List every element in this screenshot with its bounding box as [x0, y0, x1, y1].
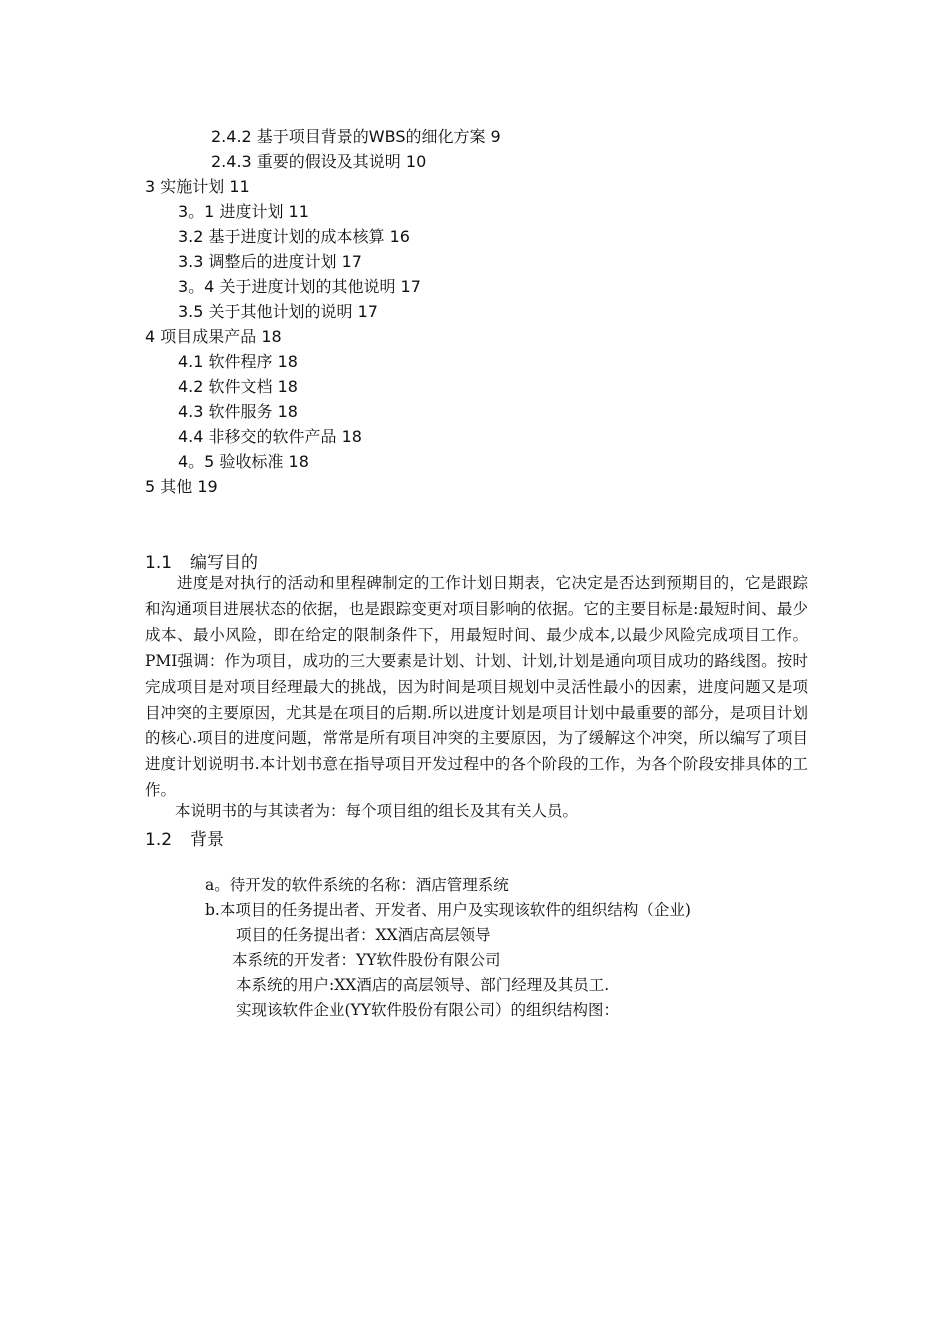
toc-entry[interactable]: 4.4 非移交的软件产品 18 [178, 427, 362, 446]
task-proposer: 项目的任务提出者：XX酒店高层领导 [236, 926, 491, 944]
developer: 本系统的开发者：YY软件股份有限公司 [232, 951, 501, 969]
toc-entry[interactable]: 3 实施计划 11 [145, 177, 250, 196]
toc-entry[interactable]: 3.3 调整后的进度计划 17 [178, 252, 362, 271]
section-heading-1-2 [145, 825, 224, 850]
toc-entry[interactable]: 3。1 进度计划 11 [178, 202, 309, 221]
toc-entry[interactable]: 4。5 验收标准 18 [178, 452, 309, 471]
section-title: 背景 [190, 830, 224, 850]
table-of-contents [145, 124, 825, 499]
item-a: a。待开发的软件系统的名称：酒店管理系统 [205, 876, 509, 894]
section-number: 1.1 [145, 553, 173, 573]
section-heading-1-1 [145, 548, 258, 573]
toc-entry[interactable]: 4 项目成果产品 18 [145, 327, 282, 346]
toc-entry[interactable]: 2.4.3 重要的假设及其说明 10 [211, 152, 427, 171]
users: 本系统的用户:XX酒店的高层领导、部门经理及其员工. [236, 976, 610, 994]
section-title: 编写目的 [190, 553, 258, 573]
toc-entry[interactable]: 4.1 软件程序 18 [178, 352, 298, 371]
item-b: b.本项目的任务提出者、开发者、用户及实现该软件的组织结构（企业) [205, 901, 691, 919]
purpose-paragraph: 进度是对执行的活动和里程碑制定的工作计划日期表，它决定是否达到预期目的，它是跟踪和沟通项目进展状态的依据，也是跟踪变更对项目影响的依据。它的主要目标是:最短时间、最少成本、最小风险，即在给定的限制条件下，用最短时间、最少成本,以最少风险完成项目工作。PMI强调：作为项目，成功的三大要素是计划、计划、计划,计划是通向项目成功的路线图。按时完成项目是对项目经理最大的挑战，因为时间是项目规划中灵活性最小的因素，进度问题又是项目冲突的主要原因，尤其是在项目的后期.所以进度计划是项目计划中最重要的部分，是项目计划的核心.项目的进度问题，常常是所有项目冲突的主要原因，为了缓解这个冲突，所以编写了项目进度计划说明书.本计划书意在指导项目开发过程中的各个阶段的工作，为各个阶段安排具体的工作。 [145, 574, 808, 800]
toc-entry[interactable]: 5 其他 19 [145, 477, 218, 496]
toc-entry[interactable]: 4.3 软件服务 18 [178, 402, 298, 421]
toc-entry[interactable]: 3。4 关于进度计划的其他说明 17 [178, 277, 421, 296]
toc-entry[interactable]: 3.5 关于其他计划的说明 17 [178, 302, 378, 321]
section-number: 1.2 [145, 830, 173, 850]
toc-entry[interactable]: 3.2 基于进度计划的成本核算 16 [178, 227, 410, 246]
toc-entry[interactable]: 2.4.2 基于项目背景的WBS的细化方案 9 [211, 127, 501, 146]
readers-paragraph: 本说明书的与其读者为：每个项目组的组长及其有关人员。 [175, 802, 579, 820]
toc-entry[interactable]: 4.2 软件文档 18 [178, 377, 298, 396]
org-chart-caption: 实现该软件企业(YY软件股份有限公司）的组织结构图： [236, 1001, 620, 1019]
